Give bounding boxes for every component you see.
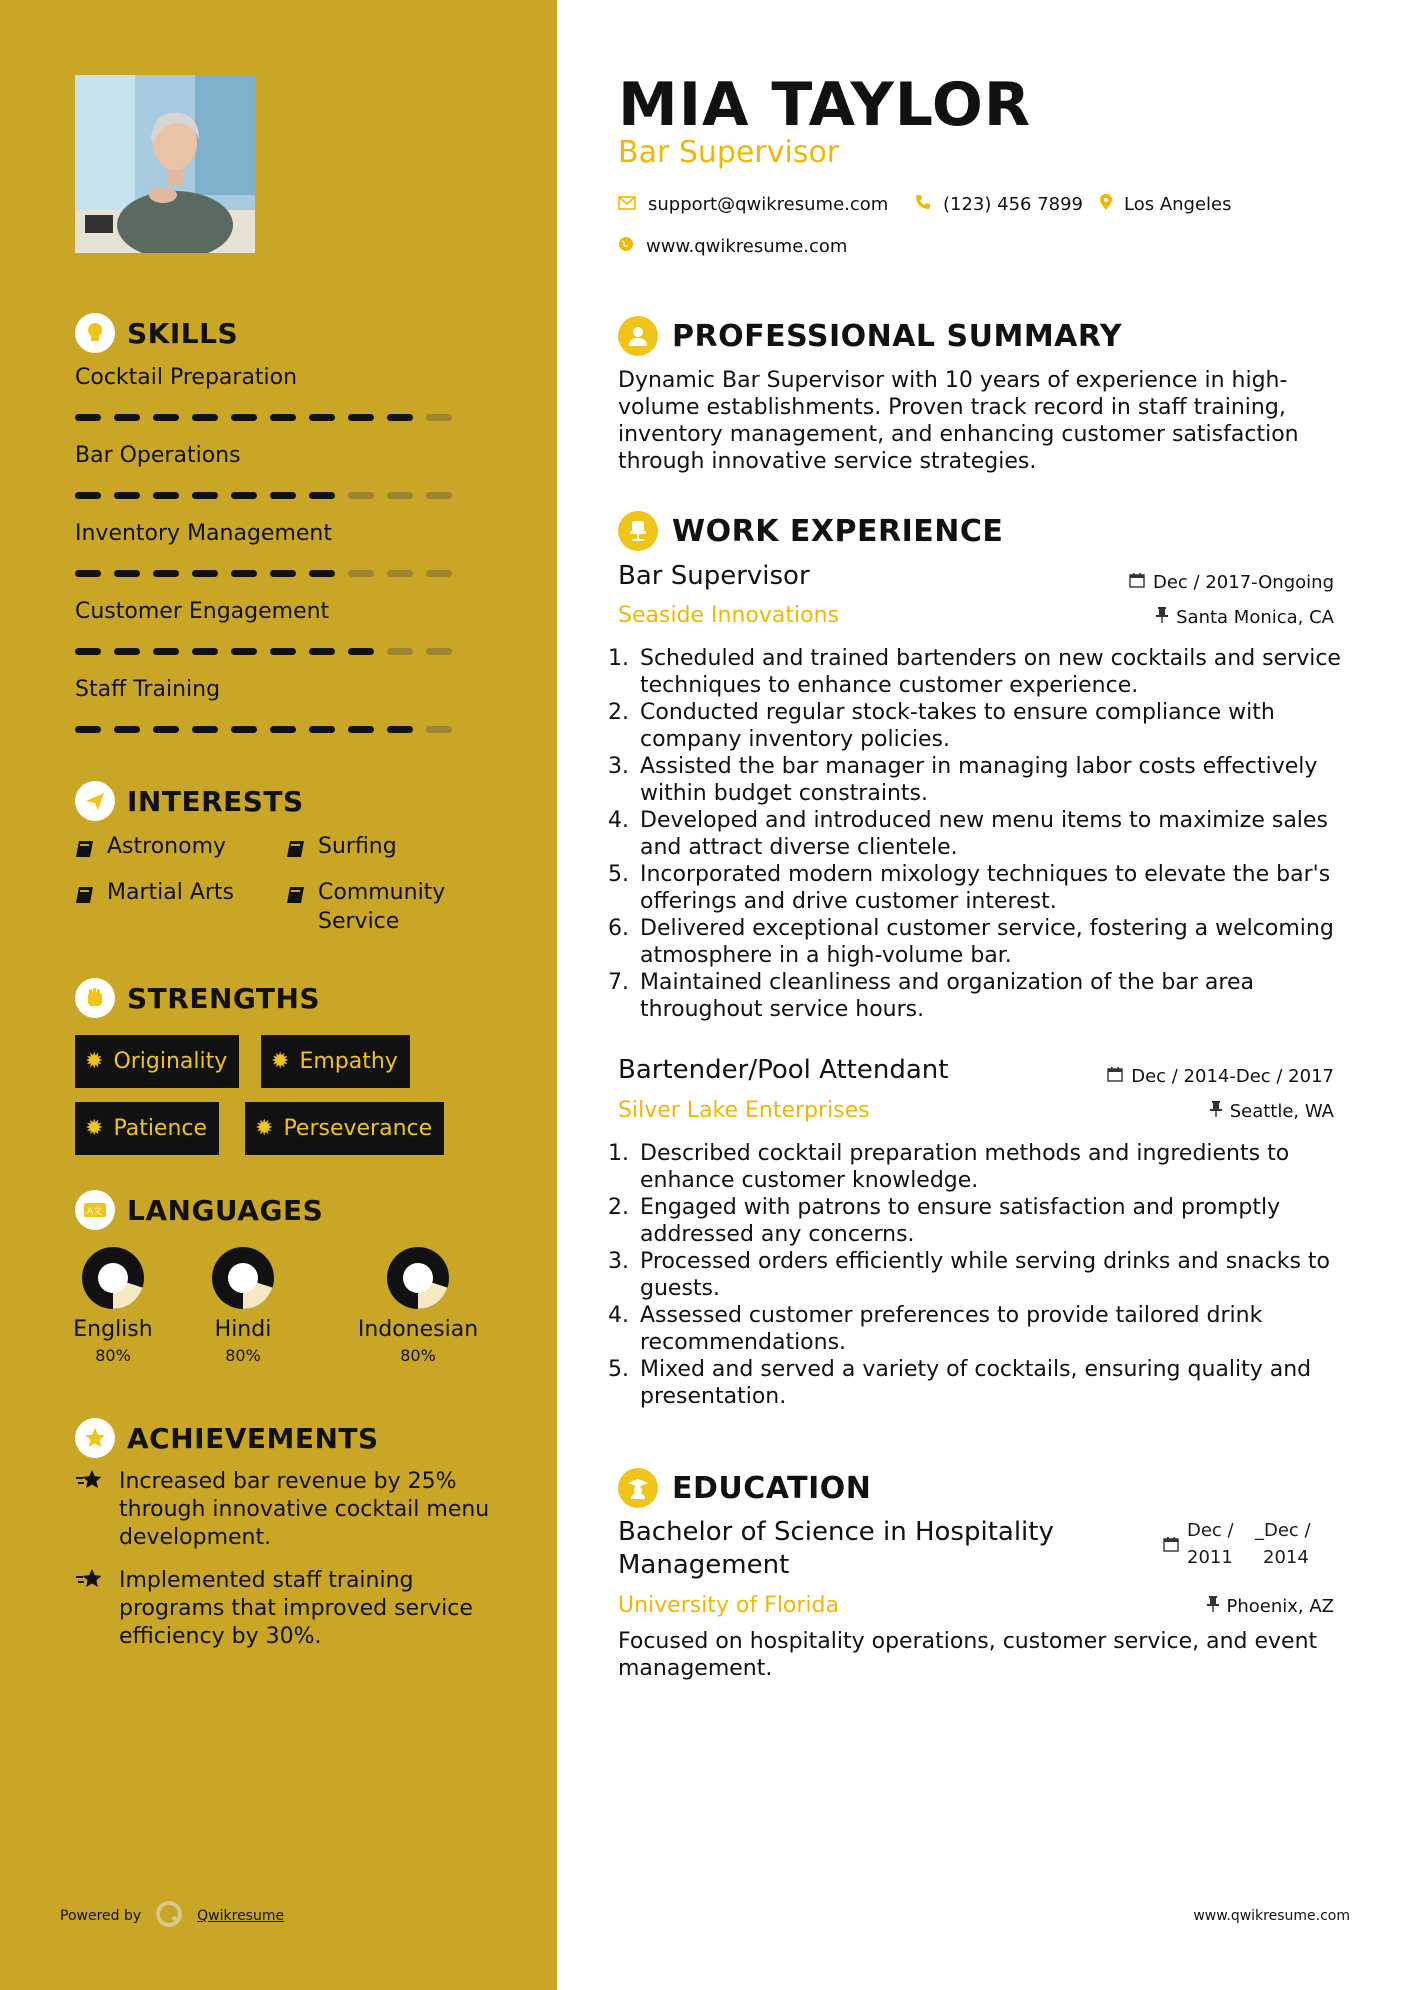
email-link[interactable]: support@qwikresume.com: [648, 194, 889, 215]
calendar-icon: [1129, 572, 1145, 593]
skill-level-segment: [309, 492, 335, 499]
skill-name: Staff Training: [75, 677, 221, 702]
skill-level-segment: [192, 648, 218, 655]
svg-text:A文: A文: [87, 1207, 103, 1217]
skills-title: SKILLS: [127, 316, 239, 350]
strengths-heading: [75, 978, 320, 1018]
skill-level-segment: [426, 570, 452, 577]
skill-level-segment: [231, 726, 257, 733]
job-title: Bartender/Pool Attendant: [618, 1055, 949, 1085]
skill-level-segment: [270, 414, 296, 421]
language-item: Indonesian 80%: [348, 1245, 488, 1365]
sun-icon: ✹: [85, 1116, 104, 1141]
qwikresume-link[interactable]: Qwikresume: [197, 1908, 285, 1924]
skill-level-segment: [348, 570, 374, 577]
duty-item: 3. Assisted the bar manager in managing labor costs effectively within budget constraints.: [636, 753, 1356, 807]
skill-level-segment: [426, 726, 452, 733]
strength-tag: ✹ Perseverance: [245, 1102, 444, 1155]
skill-level-segment: [348, 726, 374, 733]
degree-title: Bachelor of Science in Hospitality Management: [618, 1517, 1054, 1580]
book-icon: [75, 883, 95, 912]
website-contact: [618, 236, 847, 257]
language-level-ring: [385, 1245, 451, 1311]
sun-icon: ✹: [85, 1049, 104, 1074]
duty-item: 2. Conducted regular stock-takes to ensure compliance with company inventory policies.: [636, 699, 1356, 753]
education-location: Phoenix, AZ: [1207, 1596, 1335, 1617]
skill-level-segment: [426, 414, 452, 421]
lightbulb-icon: [75, 313, 115, 353]
skill-level-segment: [270, 492, 296, 499]
skill-name: Customer Engagement: [75, 599, 330, 624]
skill-level-segment: [192, 726, 218, 733]
skill-level-segment: [231, 414, 257, 421]
education-title: EDUCATION: [672, 1470, 872, 1506]
location-contact: Los Angeles: [1100, 194, 1232, 215]
star-badge-icon: [75, 1418, 115, 1458]
achievements-title: ACHIEVEMENTS: [127, 1421, 379, 1455]
duty-item: 4. Assessed customer preferences to provide tailored drink recommendations.: [636, 1302, 1356, 1356]
website-link[interactable]: www.qwikresume.com: [646, 236, 848, 257]
skill-level-segment: [114, 648, 140, 655]
skill-level-segment: [153, 570, 179, 577]
powered-by: Powered by Qwikresume: [60, 1900, 284, 1932]
skill-level-segment: [192, 414, 218, 421]
duty-item: 7. Maintained cleanliness and organization of the bar area throughout service hours.: [636, 969, 1356, 1023]
skill-name: Inventory Management: [75, 521, 332, 546]
school-name: University of Florida: [618, 1593, 839, 1618]
education-heading: [618, 1468, 871, 1508]
skill-level-segment: [426, 492, 452, 499]
company-name: Seaside Innovations: [618, 603, 839, 628]
job-location: Santa Monica, CA: [1156, 607, 1334, 628]
skill-level-segment: [309, 414, 335, 421]
interest-item: Community Service: [286, 878, 446, 936]
graduate-icon: [618, 1468, 658, 1508]
interest-item: Martial Arts: [75, 878, 234, 912]
duty-item: 1. Scheduled and trained bartenders on new cocktails and service techniques to enhance customer experience.: [636, 645, 1356, 699]
skill-level-segment: [387, 570, 413, 577]
achievement-item: Implemented staff training programs that improved service efficiency by 30%.: [75, 1567, 515, 1651]
phone-number[interactable]: (123) 456 7899: [943, 194, 1084, 215]
skill-level-segment: [270, 570, 296, 577]
globe-icon: [618, 236, 634, 257]
skill-level-segment: [309, 570, 335, 577]
candidate-name: MIA TAYLOR: [618, 70, 1032, 140]
language-item: English 80%: [43, 1245, 183, 1365]
interest-item: Astronomy: [75, 832, 226, 866]
user-icon: [618, 316, 658, 356]
language-item: Hindi 80%: [173, 1245, 313, 1365]
skill-level-segment: [192, 492, 218, 499]
skill-item: [75, 365, 455, 390]
skill-level-bar: [75, 492, 452, 499]
book-icon: [75, 837, 95, 866]
email-contact: [618, 194, 888, 215]
pushpin-icon: [1207, 1596, 1219, 1617]
qwikresume-logo-icon: [155, 1900, 183, 1932]
skill-level-segment: [75, 570, 101, 577]
skill-item: [75, 443, 455, 468]
book-icon: [286, 883, 306, 912]
skill-level-segment: [348, 414, 374, 421]
education-description: Focused on hospitality operations, customer service, and event management.: [618, 1629, 1318, 1681]
skill-level-segment: [231, 648, 257, 655]
skill-level-segment: [114, 570, 140, 577]
skill-level-segment: [231, 570, 257, 577]
fist-icon: [75, 978, 115, 1018]
skill-level-bar: [75, 726, 452, 733]
job-dates: Dec / 2017-Ongoing: [1129, 572, 1334, 593]
interests-title: INTERESTS: [127, 784, 304, 818]
profile-photo: [75, 75, 255, 253]
skill-name: Bar Operations: [75, 443, 241, 468]
skill-item: [75, 599, 455, 624]
sidebar: [0, 0, 557, 1990]
duty-item: 2. Engaged with patrons to ensure satisfaction and promptly addressed any concerns.: [636, 1194, 1356, 1248]
language-level-ring: [210, 1245, 276, 1311]
skill-level-segment: [348, 492, 374, 499]
skill-level-segment: [192, 570, 218, 577]
strength-tag: ✹ Empathy: [261, 1035, 410, 1088]
job-title: Bar Supervisor: [618, 561, 810, 591]
languages-heading: [75, 1190, 323, 1230]
job-dates: Dec / 2014-Dec / 2017: [1107, 1066, 1334, 1087]
book-icon: [286, 837, 306, 866]
skill-level-segment: [75, 414, 101, 421]
skill-level-bar: [75, 570, 452, 577]
job-location: Seattle, WA: [1210, 1101, 1334, 1122]
calendar-icon: [1107, 1066, 1123, 1087]
skill-level-bar: [75, 648, 452, 655]
skill-level-segment: [75, 492, 101, 499]
interest-item: Surfing: [286, 832, 397, 866]
map-pin-icon: [1100, 194, 1112, 215]
sun-icon: ✹: [271, 1049, 290, 1074]
interests-heading: [75, 781, 304, 821]
strengths-title: STRENGTHS: [127, 981, 321, 1015]
phone-icon: [915, 194, 931, 215]
duty-item: 6. Delivered exceptional customer service, fostering a welcoming atmosphere in a high-volume bar.: [636, 915, 1356, 969]
skill-item: [75, 521, 455, 546]
skill-level-bar: [75, 414, 452, 421]
pushpin-icon: [1156, 607, 1168, 628]
skill-level-segment: [75, 648, 101, 655]
star-icon: [75, 1567, 105, 1651]
skill-level-segment: [153, 726, 179, 733]
skill-level-segment: [426, 648, 452, 655]
skill-level-segment: [270, 648, 296, 655]
duty-item: 5. Mixed and served a variety of cocktails, ensuring quality and presentation.: [636, 1356, 1356, 1410]
achievements-heading: [75, 1418, 379, 1458]
footer-website-link[interactable]: www.qwikresume.com: [1193, 1908, 1350, 1924]
skill-level-segment: [387, 726, 413, 733]
duty-item: 5. Incorporated modern mixology techniques to elevate the bar's offerings and drive customer interest.: [636, 861, 1356, 915]
duty-item: 1. Described cocktail preparation methods and ingredients to enhance customer knowledge.: [636, 1140, 1356, 1194]
sun-icon: ✹: [255, 1116, 274, 1141]
summary-title: PROFESSIONAL SUMMARY: [672, 318, 1123, 354]
experience-title: WORK EXPERIENCE: [672, 513, 1004, 549]
job-duties: [618, 1140, 1356, 1410]
language-card-icon: [75, 1190, 115, 1230]
skill-level-segment: [387, 648, 413, 655]
skill-level-segment: [387, 414, 413, 421]
strength-tag: ✹ Originality: [75, 1035, 239, 1088]
skill-level-segment: [270, 726, 296, 733]
candidate-role: Bar Supervisor: [618, 135, 840, 170]
strength-tag: ✹ Patience: [75, 1102, 219, 1155]
skill-level-segment: [348, 648, 374, 655]
company-name: Silver Lake Enterprises: [618, 1098, 870, 1123]
achievement-item: Increased bar revenue by 25% through innovative cocktail menu development.: [75, 1468, 515, 1552]
skill-level-segment: [309, 726, 335, 733]
language-level-ring: [80, 1245, 146, 1311]
skill-level-segment: [153, 648, 179, 655]
pushpin-icon: [1210, 1101, 1222, 1122]
star-icon: [75, 1468, 105, 1552]
skill-name: Cocktail Preparation: [75, 365, 298, 390]
skill-level-segment: [114, 726, 140, 733]
skill-level-segment: [153, 492, 179, 499]
skills-heading: [75, 313, 238, 353]
envelope-icon: [618, 194, 636, 215]
experience-heading: [618, 511, 1003, 551]
summary-text: Dynamic Bar Supervisor with 10 years of experience in high-volume establishments. Proven track record in staff training, inventory management, and enhancing customer satisfaction through innovative service strategies.: [618, 368, 1299, 474]
skill-level-segment: [114, 414, 140, 421]
skill-item: [75, 677, 455, 702]
office-chair-icon: [618, 511, 658, 551]
skill-level-segment: [387, 492, 413, 499]
skill-level-segment: [153, 414, 179, 421]
calendar-icon: [1163, 1536, 1179, 1556]
education-dates: Dec / 2011 _Dec / 2014: [1163, 1520, 1333, 1580]
phone-contact: [915, 194, 1083, 215]
languages-title: LANGUAGES: [127, 1193, 324, 1227]
paper-plane-icon: [75, 781, 115, 821]
skill-level-segment: [75, 726, 101, 733]
duty-item: 3. Processed orders efficiently while serving drinks and snacks to guests.: [636, 1248, 1356, 1302]
skill-level-segment: [231, 492, 257, 499]
skill-level-segment: [309, 648, 335, 655]
job-duties: [618, 645, 1356, 1023]
summary-heading: [618, 316, 1122, 356]
duty-item: 4. Developed and introduced new menu items to maximize sales and attract diverse clientele.: [636, 807, 1356, 861]
skill-level-segment: [114, 492, 140, 499]
